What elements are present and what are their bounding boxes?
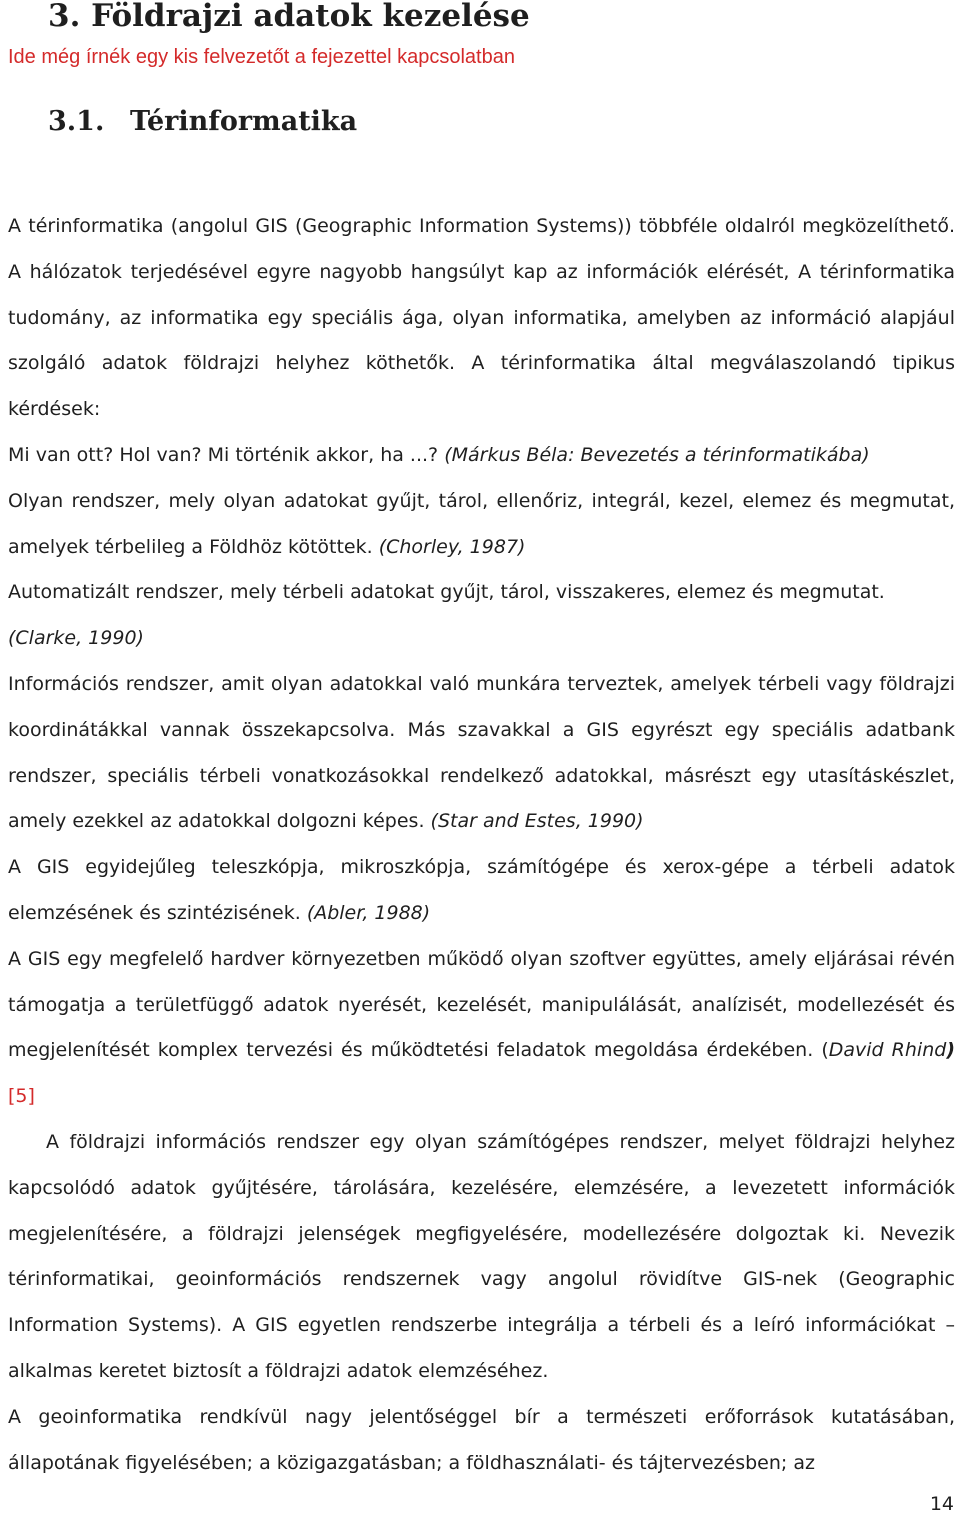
section-title: Térinformatika xyxy=(130,106,358,137)
paragraph xyxy=(8,433,955,479)
paragraph: A földrajzi információs rendszer egy olyan számítógépes rendszer, melyet földrajzi helyhez kapcsolódó adatok gyűjtésére, tárolására, kezelésére, elemzésére, a levezetett információk megjelenítésére, a földrajzi jelenségek megfigyelésére, modellezésére dolgoztak ki. Nevezik térinformatikai, geoinformációs rendszernek vagy angolul rövidítve GIS-nek (Geographic Information Systems). A GIS egyetlen rendszerbe integrálja a térbeli és a leíró információkat – alkalmas keretet biztosít a földrajzi adatok elemzéséhez. xyxy=(8,1130,955,1382)
citation-open-paren: ( xyxy=(821,1039,829,1062)
paragraph: A geoinformatika rendkívül nagy jelentőséggel bír a természeti erőforrások kutatásában, állapotának figyelésében; a közigazgatásban; a földhasználati- és tájtervezésben; az xyxy=(8,1405,955,1474)
paragraph-text: Információs rendszer, amit olyan adatokkal való munkára terveztek, amelyek térbeli vagy földrajzi koordinátákkal vannak összekapcsolva. Más szavakkal a GIS egyrészt egy speciális adatbank rendszer, speciális térbeli vonatkozásokkal rendelkező adatokkal, másrészt egy utasításkészlet, amely ezekkel az adatokkal dolgozni képes. xyxy=(8,672,955,833)
citation: (Márkus Béla: Bevezetés a térinformatikába) xyxy=(444,443,870,466)
paragraph-text: Mi van ott? Hol van? Mi történik akkor, ha ...? xyxy=(8,443,439,466)
paragraph-text: A GIS egyidejűleg teleszkópja, mikroszkópja, számítógépe és xerox-gépe a térbeli adatok elemzésének és szintézisének. xyxy=(8,856,955,924)
section-heading xyxy=(48,102,357,142)
paragraph: A térinformatika (angolul GIS (Geographic Information Systems)) többféle oldalról megközelíthető. A hálózatok terjedésével egyre nagyobb hangsúlyt kap az információk elérését, A térinformatika tudomány, az informatika egy speciális ága, olyan informatika, amelyben az információ alapjául szolgáló adatok földrajzi helyhez köthetők. A térinformatika által megválaszolandó tipikus kérdések: xyxy=(8,215,955,421)
paragraph xyxy=(8,479,955,571)
intro-note: Ide még írnék egy kis felvezetőt a fejezettel kapcsolatban xyxy=(8,46,515,68)
paragraph-text: A GIS egy megfelelő hardver környezetben működő olyan szoftver együttes, amely eljárásai révén támogatja a területfüggő adatok nyerését, kezelését, manipulálását, analízisét, modellezését és megjelenítését komplex tervezési és működtetési feladatok megoldása érdekében. xyxy=(8,947,955,1062)
citation-author: David Rhind xyxy=(828,1039,947,1062)
chapter-heading: 3. Földrajzi adatok kezelése xyxy=(48,0,530,34)
citation: (Chorley, 1987) xyxy=(378,535,526,558)
citation: (Star and Estes, 1990) xyxy=(430,810,644,833)
paragraph-text: Olyan rendszer, mely olyan adatokat gyűjt, tárol, ellenőriz, integrál, kezel, elemez és megmutat, amelyek térbelileg a Földhöz kötöttek. xyxy=(8,489,955,558)
paragraph xyxy=(8,570,955,662)
paragraph xyxy=(8,937,955,1120)
citation: (Abler, 1988) xyxy=(306,901,431,924)
paragraph-text: Automatizált rendszer, mely térbeli adatokat gyűjt, tárol, visszakeres, elemez és megmutat. xyxy=(8,581,885,604)
section-number: 3.1. xyxy=(48,106,105,137)
paragraph xyxy=(8,662,955,845)
reference-link[interactable]: [5] xyxy=(8,1085,35,1108)
paragraph xyxy=(8,845,955,937)
citation-close-paren: ) xyxy=(946,1039,955,1062)
citation: (Clarke, 1990) xyxy=(8,627,144,650)
body-text xyxy=(8,204,955,1486)
page-number: 14 xyxy=(929,1493,954,1515)
